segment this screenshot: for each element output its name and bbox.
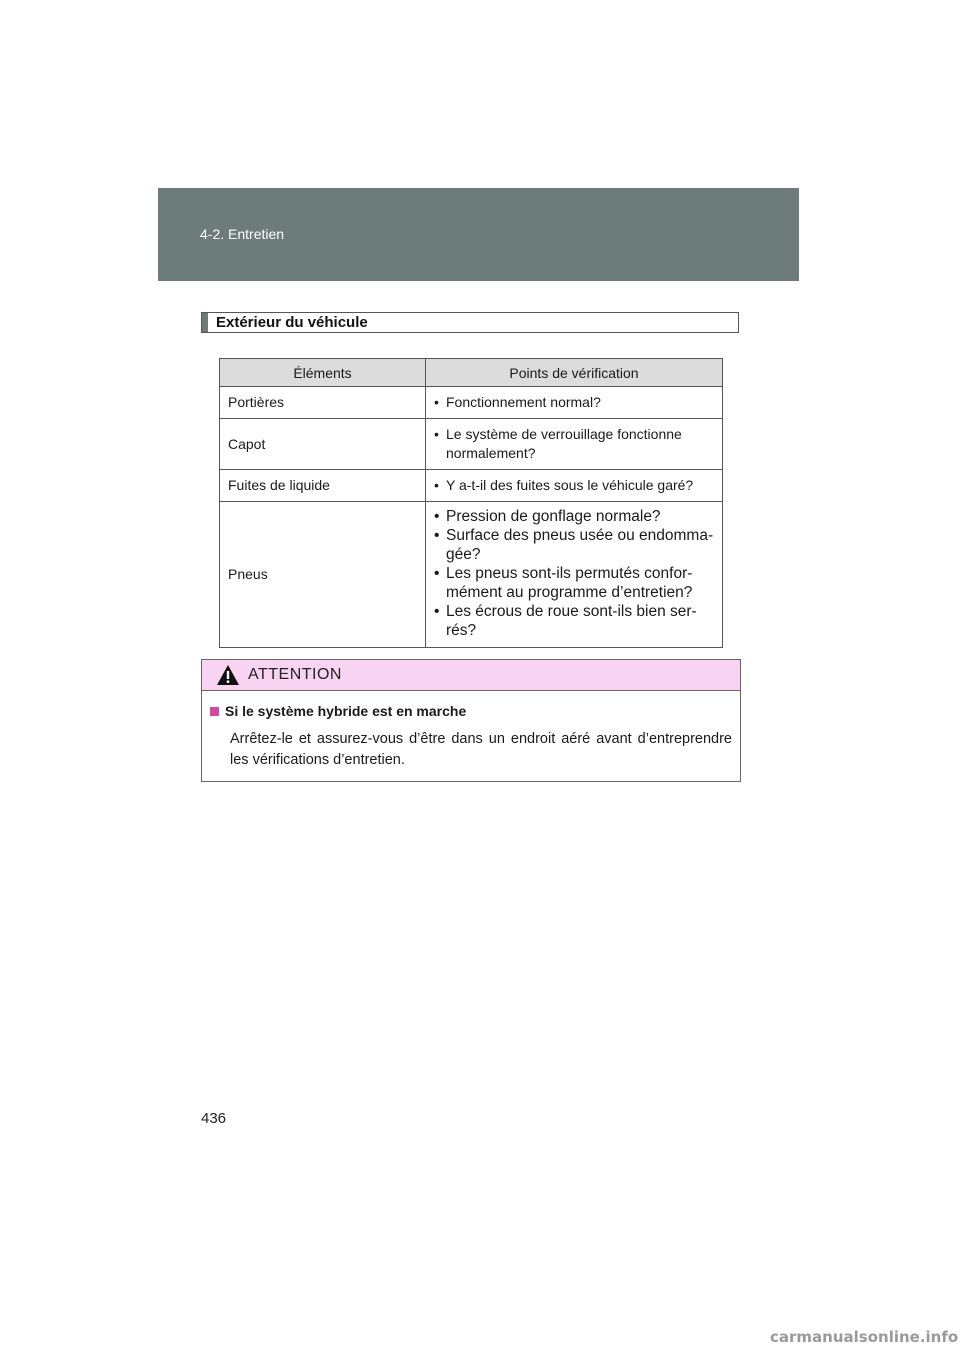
row-item: Fuites de liquide xyxy=(220,470,426,502)
column-header-points: Points de vérification xyxy=(426,359,723,387)
attention-body xyxy=(202,691,740,771)
section-title: Extérieur du véhicule xyxy=(216,314,368,331)
watermark: carmanualsonline.info xyxy=(770,1328,959,1346)
row-points xyxy=(426,387,723,419)
check-point: • Les pneus sont-ils permutés confor-mément au programme d’entretien? xyxy=(434,565,693,601)
check-point: • Les écrous de roue sont-ils bien ser-rés? xyxy=(434,603,697,639)
check-point: • Surface des pneus usée ou endomma-gée? xyxy=(434,527,714,563)
table-row xyxy=(220,502,723,648)
check-point: • Y a-t-il des fuites sous le véhicule garé? xyxy=(434,477,694,493)
square-bullet-icon xyxy=(210,707,219,716)
warning-icon xyxy=(216,664,240,686)
row-points xyxy=(426,419,723,470)
column-header-items: Éléments xyxy=(220,359,426,387)
check-point: • Fonctionnement normal? xyxy=(434,394,601,410)
inspection-table xyxy=(219,358,723,648)
row-points xyxy=(426,470,723,502)
table-header-row xyxy=(220,359,723,387)
section-label: 4-2. Entretien xyxy=(200,226,285,242)
attention-box xyxy=(201,659,741,782)
attention-subhead xyxy=(210,703,732,719)
row-points xyxy=(426,502,723,648)
row-item: Pneus xyxy=(220,502,426,648)
attention-label: ATTENTION xyxy=(248,666,342,683)
row-item: Capot xyxy=(220,419,426,470)
table-row xyxy=(220,470,723,502)
table-row xyxy=(220,387,723,419)
check-point: • Pression de gonflage normale? xyxy=(434,508,661,525)
section-title-box xyxy=(201,312,739,333)
check-point: • Le système de verrouillage fonctionne normalement? xyxy=(434,426,682,461)
section-header-band xyxy=(158,188,799,281)
page-number: 436 xyxy=(201,1110,227,1127)
table-row xyxy=(220,419,723,470)
attention-subhead-text: Si le système hybride est en marche xyxy=(225,703,467,719)
title-accent-bar xyxy=(202,313,208,332)
attention-header xyxy=(202,660,740,691)
attention-text: Arrêtez-le et assurez-vous d’être dans un endroit aéré avant d’entreprendre les vérifications d’entretien. xyxy=(230,731,732,768)
row-item: Portières xyxy=(220,387,426,419)
